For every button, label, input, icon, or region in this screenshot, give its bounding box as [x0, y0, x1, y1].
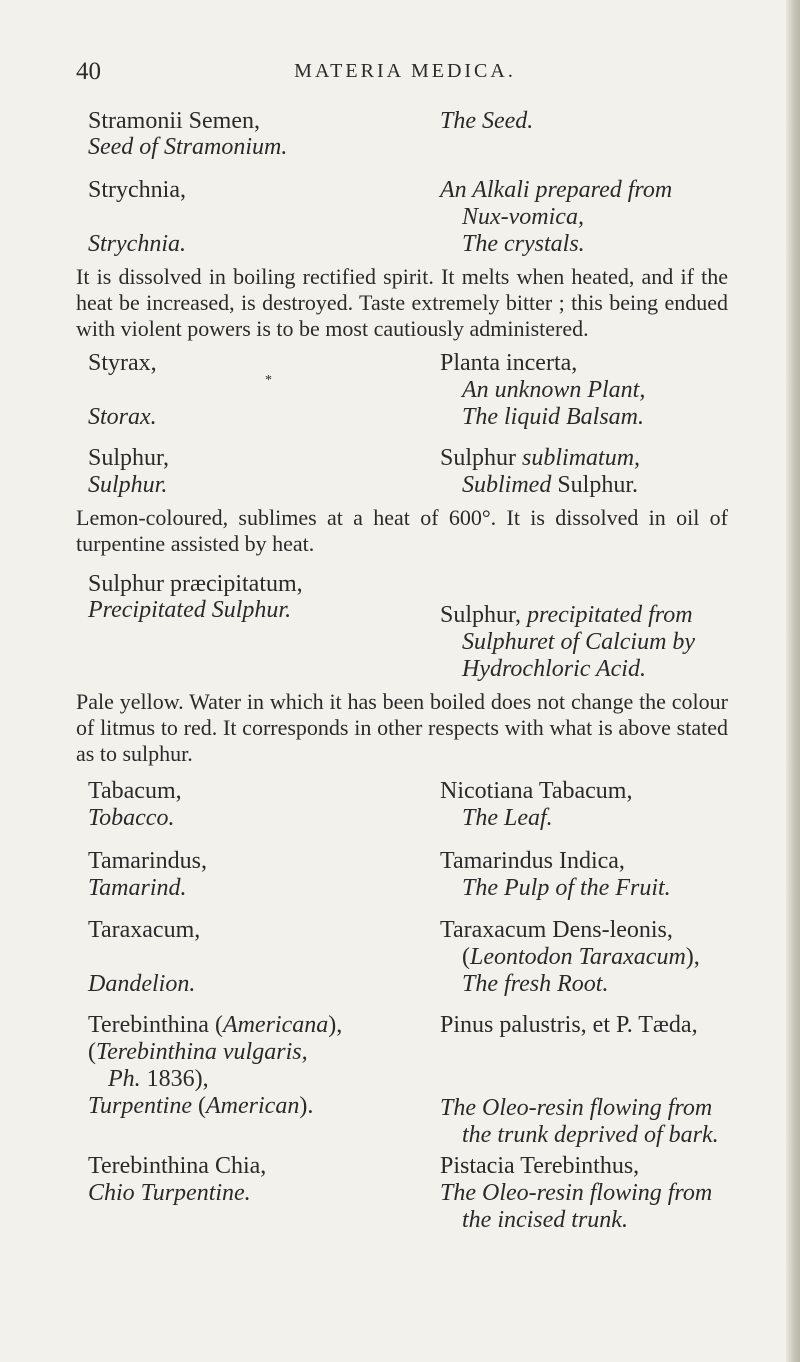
entry-description: The liquid Balsam.	[462, 404, 645, 430]
entry-description: Sublimed Sulphur.	[462, 472, 639, 498]
entry-description: Sulphuret of Calcium by	[462, 629, 696, 655]
entry-synonym: (Terebinthina vulgaris,	[88, 1039, 308, 1065]
entry-english: Storax.	[88, 404, 157, 430]
entry-description: Tamarindus Indica,	[440, 848, 625, 874]
entry-latin: Tabacum,	[88, 778, 182, 804]
entry-description: Sulphur, precipitated from	[440, 602, 693, 628]
printed-mark: *	[265, 373, 272, 388]
entry-description: Hydrochloric Acid.	[462, 656, 646, 682]
entry-description: The Oleo-resin flowing from	[440, 1180, 713, 1206]
entry-latin: Styrax,	[88, 350, 157, 376]
entry-description: The Oleo-resin flowing from	[440, 1095, 713, 1121]
entry-latin: Stramonii Semen,	[88, 108, 260, 134]
entry-description: Planta incerta,	[440, 350, 578, 376]
entry-latin: Strychnia,	[88, 177, 186, 203]
page-number: 40	[76, 58, 101, 85]
entry-english: Tobacco.	[88, 805, 175, 831]
entry-latin: Taraxacum,	[88, 917, 201, 943]
entry-latin: Tamarindus,	[88, 848, 207, 874]
entry-description: The Leaf.	[462, 805, 553, 831]
entry-english: Precipitated Sulphur.	[88, 597, 292, 623]
entry-description: Nicotiana Tabacum,	[440, 778, 633, 804]
entry-description: (Leontodon Taraxacum),	[462, 944, 700, 970]
entry-description: Sulphur sublimatum,	[440, 445, 641, 471]
entry-description: the incised trunk.	[462, 1207, 628, 1233]
entry-description: The Pulp of the Fruit.	[462, 875, 671, 901]
entry-latin: Sulphur,	[88, 445, 170, 471]
entry-description: The crystals.	[462, 231, 585, 257]
entry-english: Sulphur.	[88, 472, 168, 498]
entry-latin: Terebinthina Chia,	[88, 1153, 267, 1179]
entry-note: Lemon-coloured, sublimes at a heat of 600°. It is dissolved in oil of turpentine assisted by heat.	[76, 505, 728, 556]
entry-description: An Alkali prepared from	[440, 177, 673, 203]
entry-description: An unknown Plant,	[462, 377, 646, 403]
entry-english: Strychnia.	[88, 231, 186, 257]
entry-english: Turpentine (American).	[88, 1093, 314, 1119]
entry-english: Tamarind.	[88, 875, 187, 901]
entry-pharmacopoeia-ref: Ph. 1836),	[108, 1066, 209, 1092]
entry-latin: Terebinthina (Americana),	[88, 1012, 343, 1038]
page-edge-shadow	[786, 0, 800, 1362]
page-header	[0, 58, 800, 88]
entry-description: Taraxacum Dens-leonis,	[440, 917, 673, 943]
entry-english: Dandelion.	[88, 971, 196, 997]
running-head: MATERIA MEDICA.	[294, 60, 516, 82]
entry-description: Pinus palustris, et P. Tæda,	[440, 1012, 698, 1038]
entry-description: The fresh Root.	[462, 971, 609, 997]
entry-note: It is dissolved in boiling rectified spirit. It melts when heated, and if the heat be increased, is destroyed. Taste extremely bitter ; this being endued with violent powers is to be most cautiously administered.	[76, 264, 728, 341]
entry-description: the trunk deprived of bark.	[462, 1122, 719, 1148]
entry-english: Chio Turpentine.	[88, 1180, 251, 1206]
entry-description: Nux-vomica,	[462, 204, 584, 230]
entry-english: Seed of Stramonium.	[88, 134, 288, 160]
entry-description: Pistacia Terebinthus,	[440, 1153, 640, 1179]
entry-note: Pale yellow. Water in which it has been boiled does not change the colour of litmus to red. It corresponds in other respects with what is above stated as to sulphur.	[76, 689, 728, 766]
entry-latin: Sulphur præcipitatum,	[88, 571, 303, 597]
entry-description: The Seed.	[440, 108, 534, 134]
